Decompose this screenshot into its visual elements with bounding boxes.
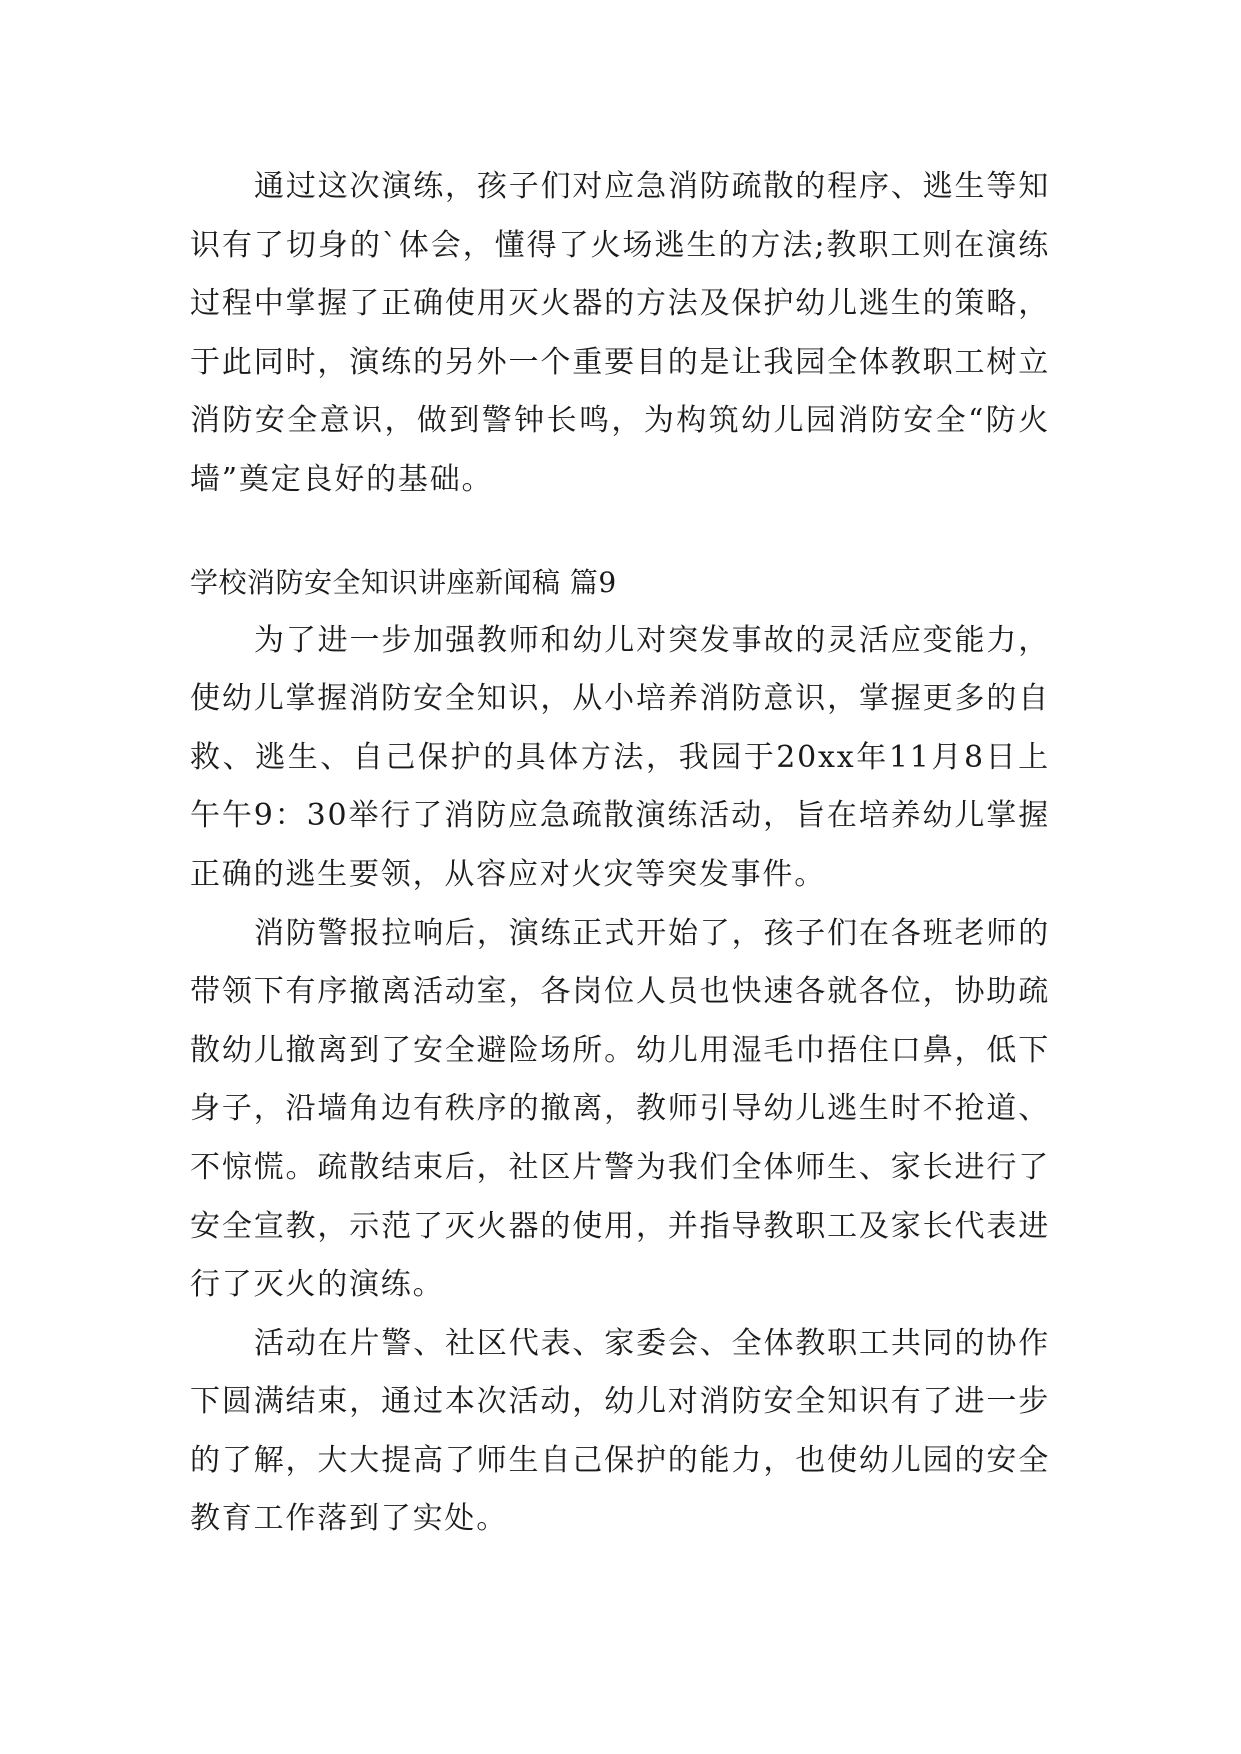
paragraph-conclusion: 活动在片警、社区代表、家委会、全体教职工共同的协作下圆满结束，通过本次活动，幼儿对消防安全知识有了进一步的了解，大大提高了师生自己保护的能力，也使幼儿园的安全教育工作落到了实处。	[190, 1325, 1050, 1537]
paragraph-drill-intro: 为了进一步加强教师和幼儿对突发事故的灵活应变能力，使幼儿掌握消防安全知识，从小培养消防意识，掌握更多的自救、逃生、自己保护的具体方法，我园于20xx年11月8日上午午9：30举行了消防应急疏散演练活动，旨在培养幼儿掌握正确的逃生要领，从容应对火灾等突发事件。	[190, 622, 1050, 892]
paragraph-evacuation: 消防警报拉响后，演练正式开始了，孩子们在各班老师的带领下有序撤离活动室，各岗位人员也快速各就各位，协助疏散幼儿撤离到了安全避险场所。幼儿用湿毛巾捂住口鼻，低下身子，沿墙角边有秩序的撤离，教师引导幼儿逃生时不抢道、不惊慌。疏散结束后，社区片警为我们全体师生、家长进行了安全宣教，示范了灭火器的使用，并指导教职工及家长代表进行了灭火的演练。	[190, 915, 1050, 1303]
paragraph-drill-summary: 通过这次演练，孩子们对应急消防疏散的程序、逃生等知识有了切身的`体会，懂得了火场逃生的方法;教职工则在演练过程中掌握了正确使用灭火器的方法及保护幼儿逃生的策略，于此同时，演练的另外一个重要目的是让我园全体教职工树立消防安全意识，做到警钟长鸣，为构筑幼儿园消防安全“防火墙”奠定良好的基础。	[190, 169, 1050, 497]
section-heading: 学校消防安全知识讲座新闻稿 篇9	[190, 565, 617, 599]
document-body	[190, 158, 1050, 1549]
section-gap	[190, 510, 1050, 554]
